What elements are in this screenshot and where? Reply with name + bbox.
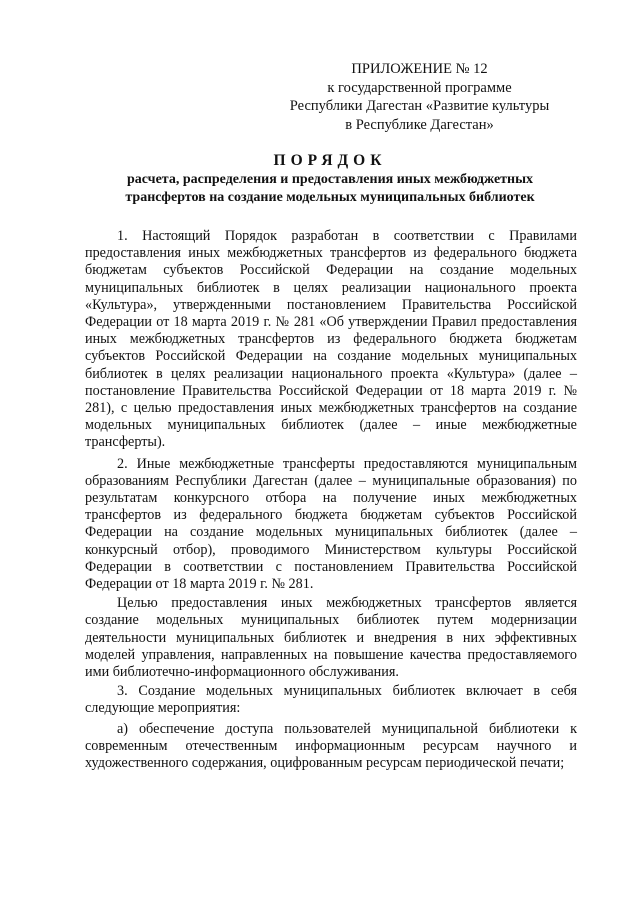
appendix-line: Республики Дагестан «Развитие культуры (289, 98, 550, 114)
paragraph: Целью предоставления иных межбюджетных трансфертов является создание модельных муниципальных библиотек путем модернизации деятельности муниципальных библиотек и внедрения в них эффективных моделей управления, направленных на повышение качества предоставляемого ими библиотечно-информационного обслуживания. (85, 595, 577, 681)
title-subtitle: расчета, распределения и предоставления иных межбюджетных (126, 172, 534, 187)
title-heading: ПОРЯДОК (273, 152, 387, 169)
paragraph: 1. Настоящий Порядок разработан в соответствии с Правилами предоставления иных межбюджетных трансфертов из федерального бюджета бюджетам субъектов Российской Федерации на создание модельных муниципальных библиотек в целях реализации национального проекта «Культура», утвержденными постановлением Правительства Российской Федерации от 18 марта 2019 г. № 281 «Об утверждении Правил предоставления иных межбюджетных трансфертов из федерального бюджета бюджетам субъектов Российской Федерации на создание модельных муниципальных библиотек в целях реализации национального проекта «Культура» (далее – постановление Правительства Российской Федерации от 18 марта 2019 г. № 281), с целью предоставления иных межбюджетных трансфертов на создание модельных муниципальных библиотек (далее – иные межбюджетные трансферты). (85, 228, 577, 451)
title-subtitle: трансфертов на создание модельных муниципальных библиотек (125, 189, 535, 205)
document-body (85, 228, 577, 772)
paragraph: 3. Создание модельных муниципальных библиотек включает в себя следующие мероприятия: (85, 683, 577, 717)
paragraph: 2. Иные межбюджетные трансферты предоставляются муниципальным образованиям Республики Дагестан (далее – муниципальные образования) по результатам конкурсного отбора на получение иных межбюджетных трансфертов из федерального бюджета бюджетам субъектов Российской Федерации на создание модельных муниципальных библиотек (далее – конкурсный отбор), проводимого Министерством культуры Российской Федерации в соответствии с постановлением Правительства Российской Федерации от 18 марта 2019 г. № 281. (85, 455, 577, 593)
appendix-line: к государственной программе (327, 79, 512, 96)
appendix-line: в Республике Дагестан» (345, 116, 494, 133)
paragraph: а) обеспечение доступа пользователей муниципальной библиотеки к современным отечественным информационным ресурсам научного и художественного содержания, оцифрованным ресурсам периодической печати; (85, 720, 577, 772)
document-title (85, 151, 575, 206)
appendix-header (282, 60, 557, 134)
appendix-number: ПРИЛОЖЕНИЕ № 12 (351, 61, 488, 77)
